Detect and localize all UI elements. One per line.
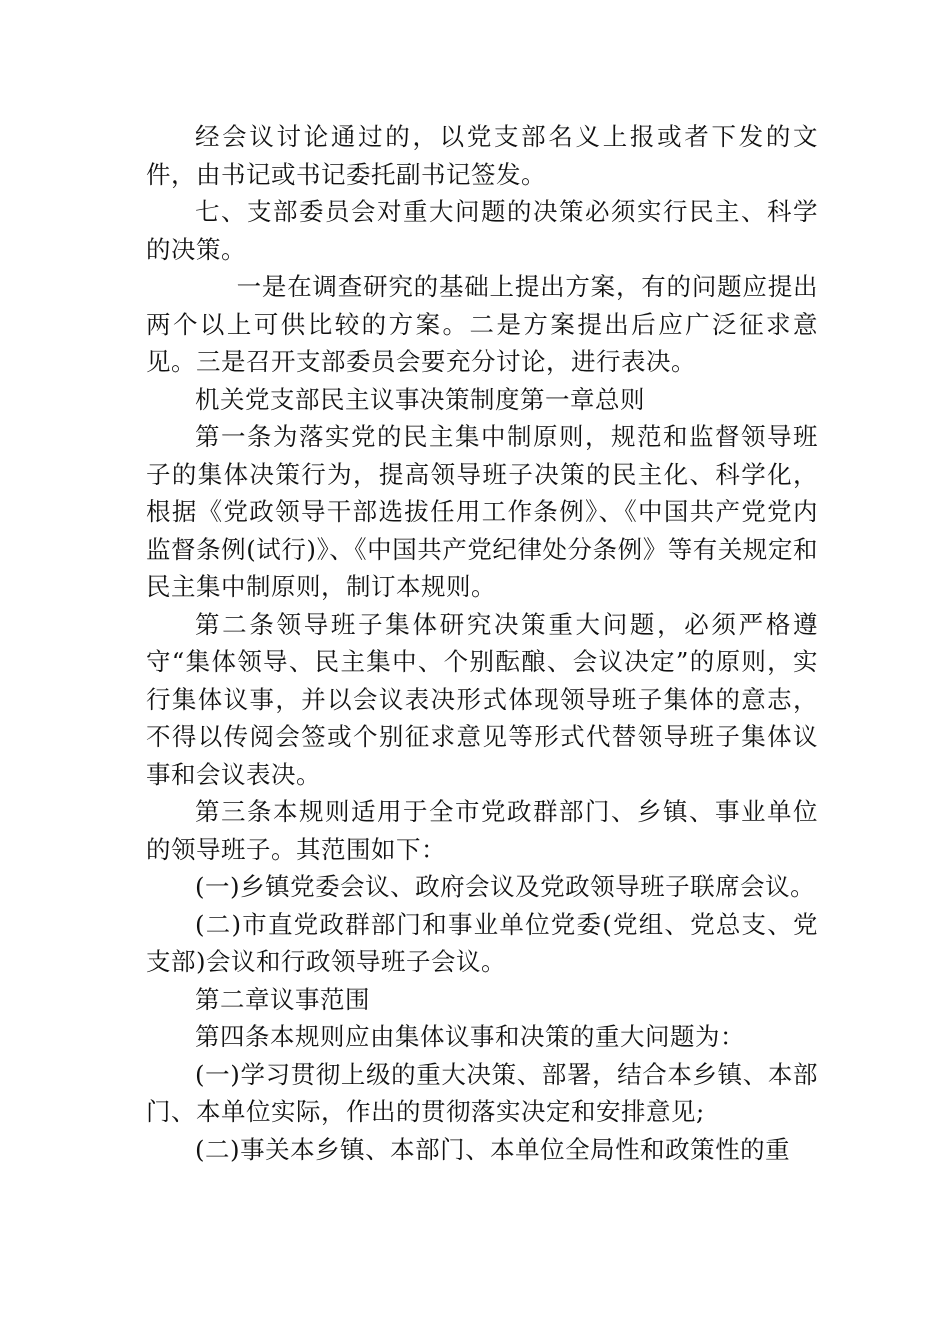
paragraph-item-one-township: (一)乡镇党委会议、政府会议及党政领导班子联席会议。 <box>195 872 816 901</box>
paragraph-item-two-departments: (二)市直党政群部门和事业单位党委(党组、党总支、党支部)会议和行政领导班子会议。 <box>146 909 818 976</box>
paragraph-chapter-one-title: 机关党支部民主议事决策制度第一章总则 <box>195 384 645 414</box>
paragraph-article-one: 第一条为落实党的民主集中制原则，规范和监督领导班子的集体决策行为，提高领导班子决策的民主化、科学化，根据《党政领导干部选拔任用工作条例》、《中国共产党党内监督条例(试行)》、《中国共产党纪律处分条例》等有关规定和民主集中制原则，制订本规则。 <box>146 422 818 601</box>
document-body <box>146 118 818 1168</box>
paragraph-article-two: 第二条领导班子集体研究决策重大问题，必须严格遵守“集体领导、民主集中、个别酝酿、会议决定”的原则，实行集体议事，并以会议表决形式体现领导班子集体的意志，不得以传阅会签或个别征求意见等形式代替领导班子集体议事和会议表决。 <box>146 609 818 789</box>
paragraph-article-three: 第三条本规则适用于全市党政群部门、乡镇、事业单位的领导班子。其范围如下： <box>146 797 818 864</box>
paragraph-signing-rule: 经会议讨论通过的，以党支部名义上报或者下发的文件，由书记或书记委托副书记签发。 <box>146 122 818 189</box>
paragraph-article-four: 第四条本规则应由集体议事和决策的重大问题为： <box>195 1022 745 1051</box>
paragraph-section-seven: 七、支部委员会对重大问题的决策必须实行民主、科学的决策。 <box>146 197 818 264</box>
paragraph-decision-steps: 一是在调查研究的基础上提出方案，有的问题应提出两个以上可供比较的方案。二是方案提出后应广泛征求意见。三是召开支部委员会要充分讨论，进行表决。 <box>146 272 818 376</box>
paragraph-chapter-two-title: 第二章议事范围 <box>195 984 370 1014</box>
paragraph-item-two-matters: (二)事关本乡镇、本部门、本单位全局性和政策性的重 <box>195 1134 791 1164</box>
paragraph-item-one-study: (一)学习贯彻上级的重大决策、部署，结合本乡镇、本部门、本单位实际，作出的贯彻落实决定和安排意见; <box>146 1059 818 1126</box>
